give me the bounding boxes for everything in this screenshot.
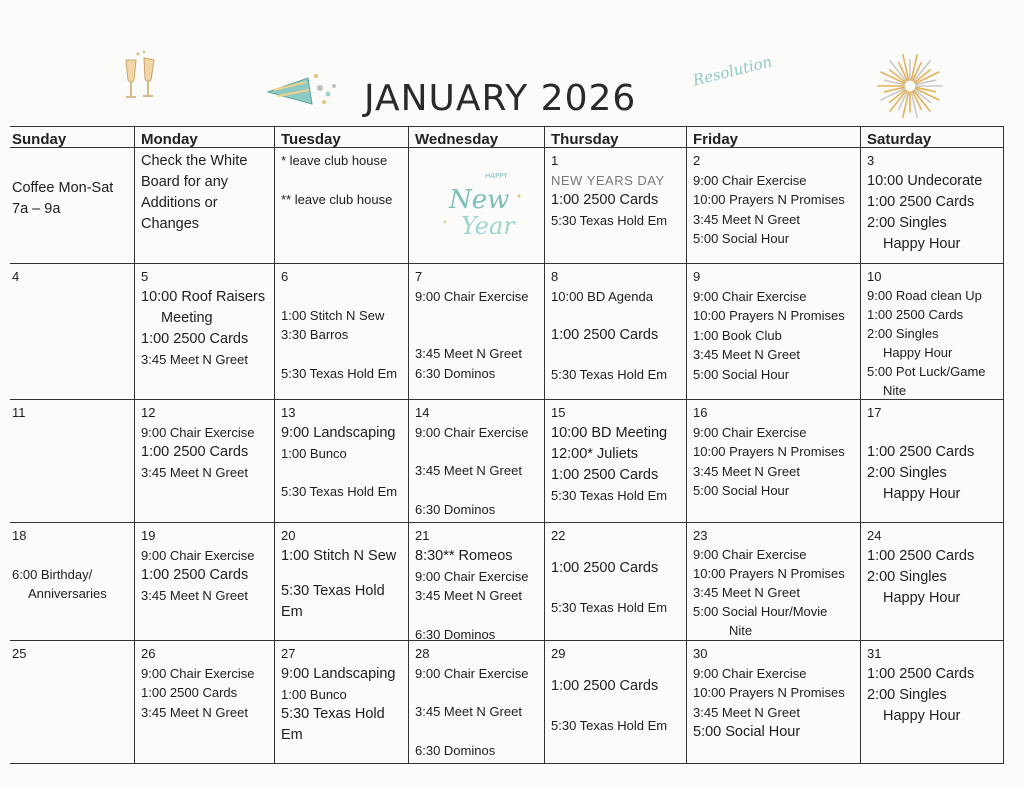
cell-week4-monday xyxy=(134,523,275,641)
header-monday: Monday xyxy=(134,126,275,148)
day-number: 4 xyxy=(12,269,20,284)
cell-week1-friday xyxy=(687,148,861,264)
event: 5:30 Texas Hold xyxy=(281,582,385,599)
cell-week5-monday xyxy=(134,641,275,764)
event: 3:30 Barros xyxy=(281,327,349,342)
cell-week4-sunday xyxy=(10,523,134,641)
cell-week3-saturday xyxy=(861,400,1004,523)
event: 1:00 2500 Cards xyxy=(141,444,249,460)
legend-note: * leave club house xyxy=(281,153,388,168)
event: 9:00 Chair Exercise xyxy=(693,172,807,188)
cell-week4-saturday xyxy=(861,523,1004,641)
event: 1:00 2500 Cards xyxy=(141,685,238,700)
day-number: 19 xyxy=(141,528,156,543)
event: 8:30** Romeos xyxy=(415,547,513,564)
event: Anniversaries xyxy=(28,586,107,601)
cell-week1-monday xyxy=(134,148,275,264)
event: 3:45 Meet N Greet xyxy=(415,463,522,478)
cell-week2-saturday xyxy=(861,264,1004,400)
event: 9:00 Chair Exercise xyxy=(141,665,255,681)
day-number: 22 xyxy=(551,528,566,543)
event: 1:00 Stitch N Sew xyxy=(281,547,397,564)
event: Nite xyxy=(883,383,907,398)
resolution-text: Resolution xyxy=(691,52,774,90)
party-horn-icon xyxy=(264,70,344,116)
event: 3:45 Meet N Greet xyxy=(415,704,522,719)
event: 3:45 Meet N Greet xyxy=(693,585,800,600)
day-number: 18 xyxy=(12,528,27,543)
year-text: Year xyxy=(461,212,515,240)
event: 1:00 Bunco xyxy=(281,445,347,461)
champagne-glasses-icon xyxy=(118,50,164,106)
cell-week3-friday xyxy=(687,400,861,523)
event: 1:00 2500 Cards xyxy=(867,307,964,322)
event: 10:00 Prayers N Promises xyxy=(693,566,845,581)
event: 1:00 2500 Cards xyxy=(551,466,659,483)
event: Em xyxy=(281,727,303,743)
day-number: 2 xyxy=(693,153,701,168)
cell-week4-thursday xyxy=(545,523,687,641)
event: 1:00 2500 Cards xyxy=(551,327,659,343)
day-number: 15 xyxy=(551,405,566,420)
cell-week2-monday xyxy=(134,264,275,400)
event: 2:00 Singles xyxy=(867,326,939,341)
event: 1:00 2500 Cards xyxy=(141,330,249,347)
day-number: 26 xyxy=(141,646,156,661)
cell-week1-tuesday xyxy=(275,148,409,264)
day-number: 17 xyxy=(867,405,882,420)
event: Meeting xyxy=(161,309,213,326)
event: Changes xyxy=(141,216,200,232)
event: 5:00 Pot Luck/Game xyxy=(867,364,986,379)
event: 10:00 Prayers N Promises xyxy=(693,192,845,207)
cell-week5-saturday xyxy=(861,641,1004,764)
cell-week1-thursday xyxy=(545,148,687,264)
event: 9:00 Chair Exercise xyxy=(693,665,807,681)
event: 9:00 Chair Exercise xyxy=(693,424,807,440)
day-number: 28 xyxy=(415,646,430,661)
event: 3:45 Meet N Greet xyxy=(693,463,800,479)
event: 1:00 2500 Cards xyxy=(551,677,659,694)
event: 9:00 Chair Exercise xyxy=(141,547,255,563)
holiday-label: NEW YEARS DAY xyxy=(551,172,665,188)
event: 1:00 2500 Cards xyxy=(867,443,975,460)
day-number: 20 xyxy=(281,528,296,543)
calendar-grid xyxy=(10,126,1004,764)
event: Nite xyxy=(729,623,753,638)
day-number: 3 xyxy=(867,153,875,168)
event: 3:45 Meet N Greet xyxy=(693,704,800,720)
day-number: 7 xyxy=(415,269,423,284)
header-saturday: Saturday xyxy=(861,126,1004,148)
header-thursday: Thursday xyxy=(545,126,687,148)
day-number: 5 xyxy=(141,269,149,284)
event: 9:00 Chair Exercise xyxy=(415,568,529,584)
cell-week5-tuesday xyxy=(275,641,409,764)
event: Happy Hour xyxy=(883,345,953,360)
cell-week4-friday xyxy=(687,523,861,641)
event: 6:30 Dominos xyxy=(415,742,496,758)
cell-week3-thursday xyxy=(545,400,687,523)
event: 2:00 Singles xyxy=(867,686,947,703)
day-number: 31 xyxy=(867,646,882,661)
event: 5:30 Texas Hold Em xyxy=(551,367,668,382)
event: Additions or xyxy=(141,195,218,211)
cell-week3-sunday xyxy=(10,400,134,523)
event: 5:30 Texas Hold Em xyxy=(551,599,668,615)
event: 3:45 Meet N Greet xyxy=(141,351,248,367)
page-title: JANUARY 2026 xyxy=(364,78,637,119)
event: 5:30 Texas Hold Em xyxy=(281,365,398,381)
cell-week1-saturday xyxy=(861,148,1004,264)
event: 6:30 Dominos xyxy=(415,365,496,381)
fireworks-icon xyxy=(868,50,954,120)
event: 9:00 Landscaping xyxy=(281,665,396,682)
cell-week2-sunday xyxy=(10,264,134,400)
cell-week4-wednesday xyxy=(409,523,545,641)
event: 10:00 Prayers N Promises xyxy=(693,685,845,700)
event: 9:00 Landscaping xyxy=(281,424,396,441)
event: 5:30 Texas Hold Em xyxy=(551,487,668,503)
event: 1:00 2500 Cards xyxy=(551,559,659,576)
day-number: 10 xyxy=(867,269,882,284)
day-number: 1 xyxy=(551,153,559,168)
day-number: 14 xyxy=(415,405,430,420)
day-number: 29 xyxy=(551,646,566,661)
event: 5:00 Social Hour xyxy=(693,483,790,498)
event: 9:00 Chair Exercise xyxy=(693,288,807,304)
event: Happy Hour xyxy=(883,485,961,502)
cell-week5-friday xyxy=(687,641,861,764)
event: Happy Hour xyxy=(883,235,961,252)
event: 9:00 Road clean Up xyxy=(867,288,982,303)
event: 3:45 Meet N Greet xyxy=(141,704,248,720)
event: 2:00 Singles xyxy=(867,568,947,585)
event: 6:00 Birthday/ xyxy=(12,566,93,582)
header-friday: Friday xyxy=(687,126,861,148)
event: 2:00 Singles xyxy=(867,464,947,481)
event: Coffee Mon-Sat xyxy=(12,180,114,196)
event: 1:00 2500 Cards xyxy=(551,192,659,208)
event: Check the White xyxy=(141,153,248,169)
cell-week2-thursday xyxy=(545,264,687,400)
day-number: 12 xyxy=(141,405,156,420)
event: 5:30 Texas Hold Em xyxy=(551,717,668,733)
event: 10:00 BD Meeting xyxy=(551,424,668,441)
event: 1:00 2500 Cards xyxy=(867,547,975,564)
header-wednesday: Wednesday xyxy=(409,126,545,148)
event: 9:00 Chair Exercise xyxy=(141,424,255,440)
cell-week1-wednesday xyxy=(409,148,545,264)
event: 5:30 Texas Hold Em xyxy=(281,484,398,499)
event: 3:45 Meet N Greet xyxy=(415,346,522,361)
event: 9:00 Chair Exercise xyxy=(415,288,529,304)
event: 1:00 2500 Cards xyxy=(867,193,975,210)
event: Happy Hour xyxy=(883,589,961,606)
legend-note: ** leave club house xyxy=(281,191,393,207)
event: 7a – 9a xyxy=(12,201,61,217)
cell-week5-wednesday xyxy=(409,641,545,764)
header-tuesday: Tuesday xyxy=(275,126,409,148)
event: 1:00 2500 Cards xyxy=(141,567,249,583)
event: 3:45 Meet N Greet xyxy=(141,588,248,603)
happy-text: HAPPY xyxy=(485,172,508,180)
event: 5:00 Social Hour xyxy=(693,231,790,246)
day-number: 24 xyxy=(867,528,882,543)
day-number: 16 xyxy=(693,405,708,420)
cell-week2-wednesday xyxy=(409,264,545,400)
happy-new-year-graphic xyxy=(439,166,529,246)
event: 2:00 Singles xyxy=(867,214,947,231)
day-number: 30 xyxy=(693,646,708,661)
cell-week3-monday xyxy=(134,400,275,523)
event: 1:00 Stitch N Sew xyxy=(281,307,385,323)
event: 6:30 Dominos xyxy=(415,626,496,642)
event: 1:00 Book Club xyxy=(693,327,782,343)
day-number: 6 xyxy=(281,269,289,284)
cell-week3-wednesday xyxy=(409,400,545,523)
event: 9:00 Chair Exercise xyxy=(415,424,529,440)
day-number: 8 xyxy=(551,269,559,284)
event: 5:30 Texas Hold Em xyxy=(551,213,668,228)
event: 5:30 Texas Hold xyxy=(281,706,385,722)
day-number: 27 xyxy=(281,646,296,661)
event: 12:00* Juliets xyxy=(551,445,639,462)
event: Board for any xyxy=(141,174,229,190)
event: Em xyxy=(281,603,303,620)
day-number: 25 xyxy=(12,646,27,661)
day-number: 9 xyxy=(693,269,701,284)
event: 5:00 Social Hour/Movie xyxy=(693,604,828,619)
day-number: 13 xyxy=(281,405,296,420)
day-number: 21 xyxy=(415,528,430,543)
event: 10:00 Prayers N Promises xyxy=(693,308,845,323)
event: 3:45 Meet N Greet xyxy=(141,465,248,480)
event: 10:00 Undecorate xyxy=(867,172,983,189)
cell-week4-tuesday xyxy=(275,523,409,641)
event: 10:00 Roof Raisers xyxy=(141,288,266,305)
event: 3:45 Meet N Greet xyxy=(693,347,800,362)
event: 9:00 Chair Exercise xyxy=(693,547,807,562)
event: 3:45 Meet N Greet xyxy=(415,588,522,603)
event: 3:45 Meet N Greet xyxy=(693,211,800,227)
event: 6:30 Dominos xyxy=(415,501,496,517)
header-sunday: Sunday xyxy=(10,126,134,148)
cell-week5-sunday xyxy=(10,641,134,764)
event: 5:00 Social Hour xyxy=(693,366,790,382)
cell-week3-tuesday xyxy=(275,400,409,523)
event: 10:00 Prayers N Promises xyxy=(693,444,845,459)
cell-week5-thursday xyxy=(545,641,687,764)
cell-week2-tuesday xyxy=(275,264,409,400)
cell-week1-sunday xyxy=(10,148,134,264)
event: Happy Hour xyxy=(883,707,961,724)
event: 1:00 2500 Cards xyxy=(867,665,975,682)
event: 1:00 Bunco xyxy=(281,686,347,702)
new-text: New xyxy=(449,185,510,215)
day-number: 11 xyxy=(12,405,26,420)
event: 5:00 Social Hour xyxy=(693,724,801,740)
day-number: 23 xyxy=(693,528,708,543)
cell-week2-friday xyxy=(687,264,861,400)
event: 10:00 BD Agenda xyxy=(551,288,653,304)
event: 9:00 Chair Exercise xyxy=(415,665,529,681)
